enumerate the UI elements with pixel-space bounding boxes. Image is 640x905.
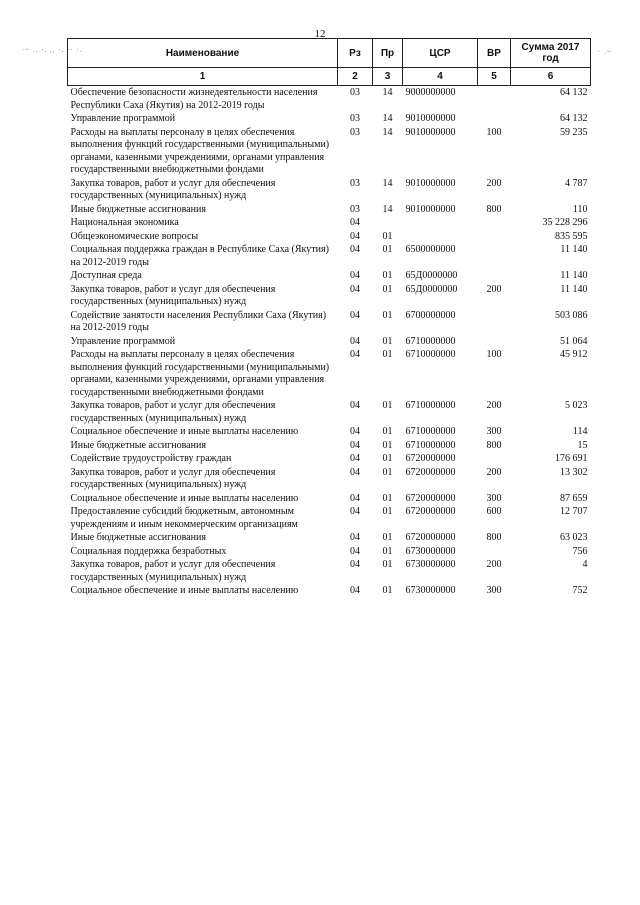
table-row bbox=[68, 492, 591, 506]
row-vr bbox=[478, 335, 511, 349]
row-sum: 5 023 bbox=[565, 400, 588, 411]
row-csr: 6710000000 bbox=[405, 349, 456, 360]
row-pr: 01 bbox=[382, 270, 393, 281]
row-pr: 14 bbox=[382, 126, 393, 138]
row-rz: 04 bbox=[350, 349, 360, 360]
table-body bbox=[68, 86, 591, 598]
row-name: Управление программой bbox=[70, 335, 176, 347]
row-csr: 6720000000 bbox=[405, 532, 456, 543]
row-pr: 01 bbox=[382, 439, 393, 451]
row-vr: 200 bbox=[486, 400, 502, 411]
row-rz: 04 bbox=[350, 439, 360, 451]
row-name: Иные бюджетные ассигнования bbox=[70, 532, 206, 543]
row-rz: 03 bbox=[350, 203, 360, 215]
row-name: Общеэкономические вопросы bbox=[70, 230, 199, 242]
row-pr: 01 bbox=[382, 492, 393, 504]
row-name: Социальное обеспечение и иные выплаты населению bbox=[70, 426, 299, 437]
row-csr bbox=[403, 216, 478, 230]
row-name: Иные бюджетные ассигнования bbox=[70, 203, 206, 215]
header-csr: ЦСР bbox=[403, 39, 478, 68]
column-number: 5 bbox=[478, 68, 511, 86]
row-sum: 11 140 bbox=[560, 283, 588, 295]
row-vr: 200 bbox=[486, 177, 502, 189]
row-pr: 14 bbox=[382, 203, 393, 215]
row-vr bbox=[478, 230, 511, 244]
row-pr bbox=[373, 216, 403, 230]
row-vr: 100 bbox=[486, 126, 502, 138]
row-vr bbox=[478, 216, 511, 230]
row-csr: 9010000000 bbox=[405, 177, 456, 189]
table-row bbox=[68, 452, 591, 466]
row-vr: 200 bbox=[486, 466, 502, 478]
table-row bbox=[68, 425, 591, 439]
row-sum: 35 228 296 bbox=[542, 217, 588, 228]
table-row bbox=[68, 86, 591, 113]
row-vr bbox=[478, 243, 511, 269]
table-row bbox=[68, 177, 591, 203]
row-pr: 01 bbox=[382, 244, 393, 255]
row-name: Национальная экономика bbox=[70, 217, 179, 228]
row-name: Социальное обеспечение и иные выплаты населению bbox=[70, 585, 299, 596]
row-rz: 04 bbox=[350, 426, 360, 437]
row-vr: 600 bbox=[486, 506, 502, 517]
row-sum: 12 707 bbox=[560, 506, 588, 517]
table-row bbox=[68, 283, 591, 309]
row-pr: 14 bbox=[382, 87, 393, 98]
row-name: Содействие занятости населения Республики Саха (Якутия) на 2012-2019 годы bbox=[70, 309, 327, 333]
header-pr: Пр bbox=[373, 39, 403, 68]
row-rz: 04 bbox=[350, 309, 360, 321]
row-sum: 64 132 bbox=[560, 87, 588, 98]
row-csr: 6710000000 bbox=[405, 400, 456, 411]
row-csr: 9010000000 bbox=[405, 126, 456, 138]
row-vr bbox=[478, 86, 511, 113]
row-rz: 04 bbox=[350, 335, 360, 347]
row-csr: 65Д0000000 bbox=[405, 283, 458, 295]
row-rz: 04 bbox=[350, 559, 360, 570]
row-vr: 800 bbox=[486, 439, 502, 451]
table-header-row bbox=[68, 39, 591, 68]
row-pr: 01 bbox=[382, 400, 393, 411]
row-rz: 04 bbox=[350, 244, 360, 255]
table-row bbox=[68, 203, 591, 217]
row-sum: 835 595 bbox=[555, 230, 588, 242]
row-rz: 04 bbox=[350, 283, 360, 295]
row-rz: 04 bbox=[350, 466, 360, 478]
row-csr: 65Д0000000 bbox=[405, 270, 458, 281]
row-rz: 03 bbox=[350, 177, 360, 189]
row-csr: 9010000000 bbox=[405, 203, 456, 215]
table-row bbox=[68, 545, 591, 559]
row-rz: 04 bbox=[350, 270, 360, 281]
row-pr: 01 bbox=[382, 545, 393, 557]
row-sum: 15 bbox=[577, 439, 588, 451]
row-sum: 176 691 bbox=[555, 453, 588, 464]
row-csr: 6720000000 bbox=[405, 492, 456, 504]
row-csr: 6730000000 bbox=[405, 559, 456, 570]
row-csr: 6710000000 bbox=[405, 426, 456, 437]
table-row bbox=[68, 126, 591, 177]
row-rz: 04 bbox=[350, 545, 360, 557]
row-sum: 45 912 bbox=[560, 349, 588, 360]
row-vr bbox=[478, 112, 511, 126]
column-number: 1 bbox=[68, 68, 338, 86]
column-number: 4 bbox=[403, 68, 478, 86]
row-sum: 503 086 bbox=[555, 309, 588, 321]
column-number: 6 bbox=[511, 68, 591, 86]
table-row bbox=[68, 584, 591, 598]
left-margin-note: ·~ .. ·. ,. ·. ·· ·. bbox=[22, 46, 83, 54]
row-vr: 200 bbox=[486, 559, 502, 570]
row-sum: 11 140 bbox=[560, 244, 588, 255]
column-number: 3 bbox=[373, 68, 403, 86]
row-name: Предоставление субсидий бюджетным, автономным учреждениям и иным некоммерческим организациям bbox=[70, 506, 298, 530]
row-name: Закупка товаров, работ и услуг для обеспечения государственных (муниципальных) нужд bbox=[70, 466, 276, 490]
row-rz: 04 bbox=[350, 400, 360, 411]
right-margin-note: · .~ bbox=[598, 48, 612, 56]
row-rz: 04 bbox=[350, 532, 360, 543]
table-row bbox=[68, 505, 591, 531]
row-rz: 03 bbox=[350, 113, 360, 124]
row-name: Содействие трудоустройству граждан bbox=[70, 453, 232, 464]
row-pr: 01 bbox=[382, 506, 393, 517]
row-sum: 51 064 bbox=[560, 335, 588, 347]
table-row bbox=[68, 348, 591, 399]
row-name: Социальное обеспечение и иные выплаты населению bbox=[70, 492, 299, 504]
row-name: Иные бюджетные ассигнования bbox=[70, 439, 206, 451]
row-csr: 6500000000 bbox=[405, 244, 456, 255]
row-csr: 9000000000 bbox=[405, 87, 456, 98]
row-name: Закупка товаров, работ и услуг для обеспечения государственных (муниципальных) нужд bbox=[70, 559, 276, 583]
row-sum: 13 302 bbox=[560, 466, 588, 478]
row-rz: 04 bbox=[350, 217, 360, 228]
row-name: Социальная поддержка безработных bbox=[70, 545, 227, 557]
row-name: Обеспечение безопасности жизнедеятельности населения Республики Саха (Якутия) на 2012-2019 годы bbox=[70, 87, 318, 111]
row-vr: 300 bbox=[486, 426, 502, 437]
row-name: Доступная среда bbox=[70, 270, 142, 281]
row-pr: 01 bbox=[382, 585, 393, 596]
row-vr: 800 bbox=[486, 532, 502, 543]
table-row bbox=[68, 112, 591, 126]
row-name: Закупка товаров, работ и услуг для обеспечения государственных (муниципальных) нужд bbox=[70, 283, 276, 307]
column-number-row bbox=[68, 68, 591, 86]
row-sum: 11 140 bbox=[560, 270, 588, 281]
row-pr: 01 bbox=[382, 335, 393, 347]
row-sum: 114 bbox=[572, 426, 588, 437]
row-sum: 4 787 bbox=[565, 177, 588, 189]
table-row bbox=[68, 399, 591, 425]
table-row bbox=[68, 558, 591, 584]
table-row bbox=[68, 309, 591, 335]
row-vr: 800 bbox=[486, 203, 502, 215]
row-csr: 6730000000 bbox=[405, 545, 456, 557]
row-pr: 01 bbox=[382, 559, 393, 570]
row-pr: 01 bbox=[382, 283, 393, 295]
row-rz: 04 bbox=[350, 492, 360, 504]
row-csr: 6720000000 bbox=[405, 466, 456, 478]
row-csr: 6730000000 bbox=[405, 585, 456, 596]
row-vr bbox=[478, 309, 511, 335]
row-pr: 01 bbox=[382, 309, 393, 321]
row-name: Социальная поддержка граждан в Республике Саха (Якутия) на 2012-2019 годы bbox=[70, 244, 329, 268]
row-vr bbox=[478, 545, 511, 559]
row-sum: 87 659 bbox=[560, 492, 588, 504]
row-name: Расходы на выплаты персоналу в целях обеспечения выполнения функций государственными (муниципальными) органами, казенными учреждениями, органами управления государственными внебюджетными фондами bbox=[70, 349, 330, 398]
page-number: 12 bbox=[314, 28, 326, 40]
table-row bbox=[68, 439, 591, 453]
row-rz: 03 bbox=[350, 87, 360, 98]
row-name: Закупка товаров, работ и услуг для обеспечения государственных (муниципальных) нужд bbox=[70, 400, 276, 424]
table-row bbox=[68, 335, 591, 349]
row-rz: 04 bbox=[350, 506, 360, 517]
column-number: 2 bbox=[338, 68, 373, 86]
row-pr: 14 bbox=[382, 177, 393, 189]
row-vr bbox=[478, 269, 511, 283]
row-rz: 04 bbox=[350, 453, 360, 464]
row-pr: 14 bbox=[382, 113, 393, 124]
table-row bbox=[68, 466, 591, 492]
row-csr: 6720000000 bbox=[405, 453, 456, 464]
row-pr: 01 bbox=[382, 453, 393, 464]
row-name: Расходы на выплаты персоналу в целях обеспечения выполнения функций государственными (муниципальными) органами, казенными учреждениями, органами управления государственными внебюджетными фондами bbox=[70, 126, 330, 175]
row-sum: 752 bbox=[572, 585, 588, 596]
row-rz: 04 bbox=[350, 585, 360, 596]
row-csr bbox=[403, 230, 478, 244]
row-vr bbox=[478, 452, 511, 466]
row-rz: 03 bbox=[350, 126, 360, 138]
row-name: Управление программой bbox=[70, 113, 176, 124]
table-row bbox=[68, 216, 591, 230]
row-rz: 04 bbox=[350, 230, 360, 242]
row-sum: 110 bbox=[572, 203, 588, 215]
header-sum: Сумма 2017 год bbox=[511, 39, 591, 68]
row-csr: 6710000000 bbox=[405, 335, 456, 347]
row-sum: 4 bbox=[582, 559, 588, 570]
row-csr: 6700000000 bbox=[405, 309, 456, 321]
row-pr: 01 bbox=[382, 426, 393, 437]
row-name: Закупка товаров, работ и услуг для обеспечения государственных (муниципальных) нужд bbox=[70, 177, 276, 201]
row-vr: 100 bbox=[486, 349, 502, 360]
row-vr: 300 bbox=[486, 585, 502, 596]
header-rz: Рз bbox=[338, 39, 373, 68]
table-row bbox=[68, 269, 591, 283]
row-sum: 63 023 bbox=[560, 532, 588, 543]
table-row bbox=[68, 531, 591, 545]
row-vr: 200 bbox=[486, 283, 502, 295]
row-sum: 64 132 bbox=[560, 113, 588, 124]
table-row bbox=[68, 243, 591, 269]
row-pr: 01 bbox=[382, 532, 393, 543]
row-pr: 01 bbox=[382, 466, 393, 478]
budget-table bbox=[67, 38, 591, 598]
header-name: Наименование bbox=[68, 39, 338, 68]
table-row bbox=[68, 230, 591, 244]
row-sum: 59 235 bbox=[560, 126, 588, 138]
row-vr: 300 bbox=[486, 492, 502, 504]
row-csr: 6710000000 bbox=[405, 439, 456, 451]
row-sum: 756 bbox=[572, 545, 588, 557]
row-pr: 01 bbox=[382, 230, 393, 242]
header-vr: ВР bbox=[478, 39, 511, 68]
row-pr: 01 bbox=[382, 349, 393, 360]
row-csr: 9010000000 bbox=[405, 113, 456, 124]
row-csr: 6720000000 bbox=[405, 506, 456, 517]
